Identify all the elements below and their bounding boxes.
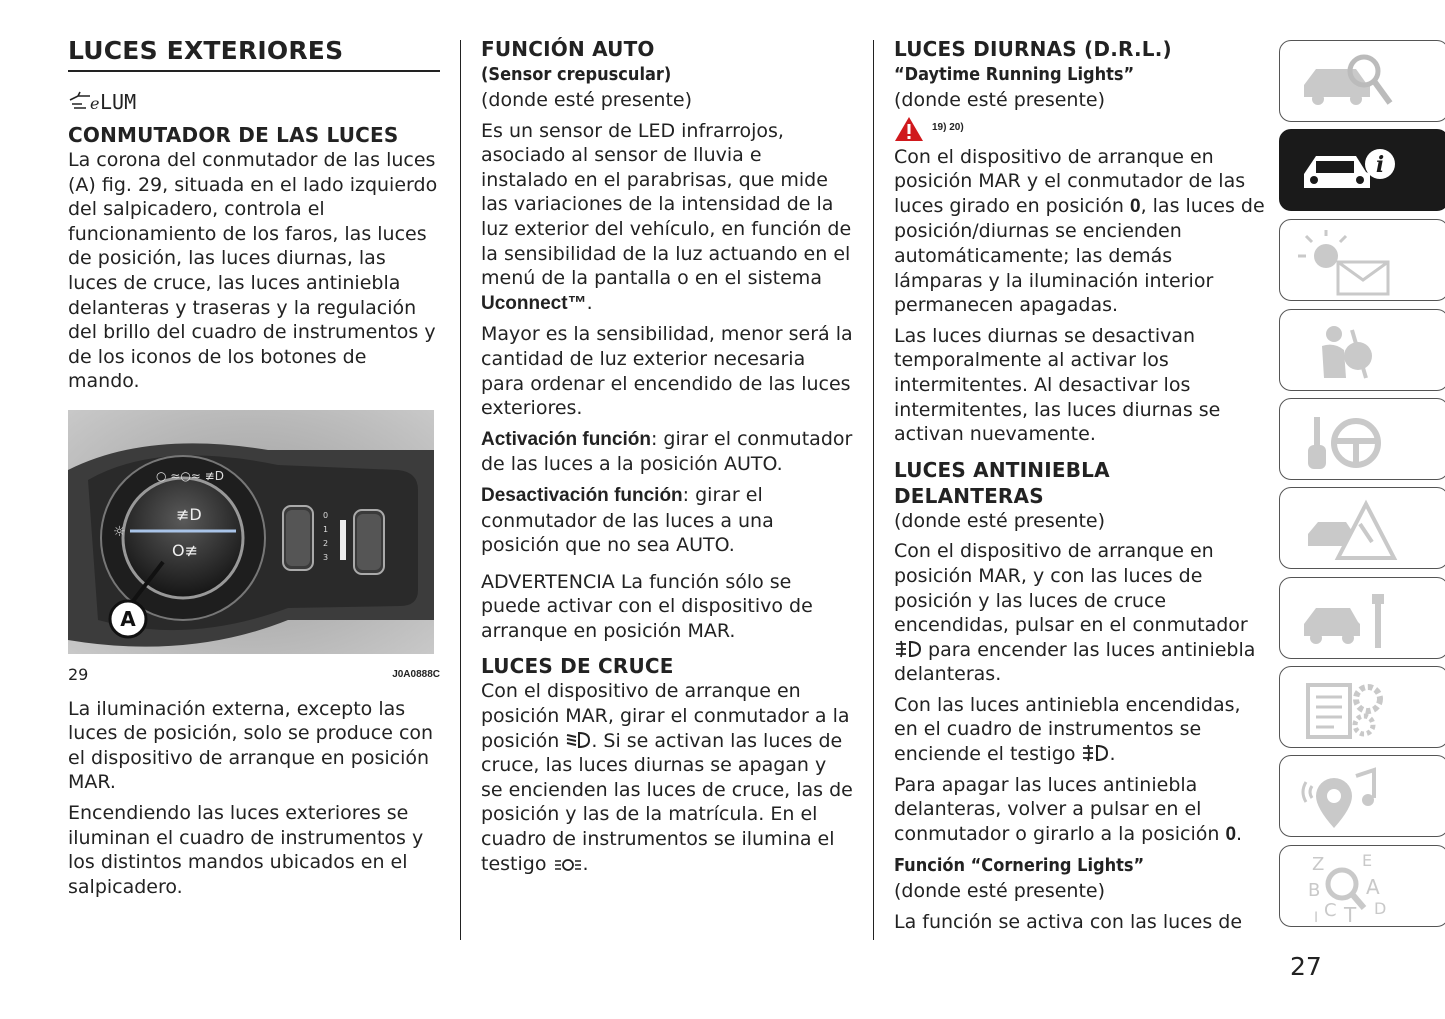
section-title: FUNCIÓN AUTO xyxy=(481,37,655,61)
key-steering-icon xyxy=(1294,405,1404,475)
svg-text:≢D: ≢D xyxy=(176,504,202,524)
paragraph: Con el dispositivo de arranque en posición MAR y el conmutador de las luces girado en posición 0, las luces de posición/diurnas se encienden automáticamente; las demás lámparas y la iluminación interior permanecen apagadas. xyxy=(894,145,1265,317)
index-icon xyxy=(1294,852,1404,922)
section-title: LUCES DE CRUCE xyxy=(481,654,674,679)
low-beam-icon xyxy=(565,730,591,750)
warning-lights-icon xyxy=(1294,226,1404,296)
tab-key-steering[interactable] xyxy=(1279,398,1445,480)
tab-emergency[interactable] xyxy=(1279,487,1445,569)
paragraph: Con las luces antiniebla encendidas, en el cuadro de instrumentos se enciende el testigo . xyxy=(894,693,1241,766)
section-title: LUCES DIURNAS (D.R.L.) xyxy=(894,37,1172,61)
figure-number: 29 xyxy=(68,664,89,684)
svg-text:O≢: O≢ xyxy=(172,540,198,560)
svg-text:D: D xyxy=(1374,899,1387,918)
svg-text:A: A xyxy=(1366,875,1380,899)
page-number: 27 xyxy=(1290,952,1322,981)
svg-text:T: T xyxy=(1344,903,1357,922)
light-switch-photo xyxy=(68,410,434,654)
warning-triangle-icon xyxy=(894,116,924,142)
column-1 xyxy=(68,36,440,899)
maintenance-icon xyxy=(1294,584,1404,654)
figure-code: J0A0888C xyxy=(392,668,440,680)
multimedia-icon xyxy=(1294,762,1404,832)
presence-note: (donde esté presente) xyxy=(894,509,1106,532)
tab-multimedia[interactable] xyxy=(1279,755,1445,837)
car-info-icon xyxy=(1294,136,1404,206)
svg-text:I: I xyxy=(1314,910,1319,922)
svg-text:LUM: LUM xyxy=(100,90,137,114)
paragraph: Encendiendo las luces exteriores se iluminan el cuadro de instrumentos y los distintos mandos ubicados en el salpicadero. xyxy=(68,801,424,898)
svg-text:e: e xyxy=(90,94,100,113)
tab-technical-data[interactable] xyxy=(1279,666,1445,748)
dial-mark: 0 xyxy=(323,510,329,520)
elum-icon xyxy=(68,82,440,120)
position-lights-icon xyxy=(553,857,583,873)
tab-index[interactable] xyxy=(1279,845,1445,927)
presence-note: (donde esté presente) xyxy=(481,89,693,111)
paragraph: Activación función: girar el conmutador de las luces a la posición AUTO. xyxy=(481,427,853,476)
front-fog-icon xyxy=(1081,743,1109,763)
section-subtitle: “Daytime Running Lights” xyxy=(894,64,1135,85)
tab-safety[interactable] xyxy=(1279,309,1445,391)
front-fog-icon xyxy=(894,639,922,659)
technical-data-icon xyxy=(1294,673,1404,743)
svg-text:Z: Z xyxy=(1312,854,1325,875)
presence-note: (donde esté presente) xyxy=(894,89,1106,111)
section-title: LUCES ANTINIEBLA DELANTERAS xyxy=(894,457,1110,508)
column-divider xyxy=(460,40,461,940)
svg-text:B: B xyxy=(1308,880,1321,901)
warning-refs: 19) 20) xyxy=(932,122,964,134)
tab-car-search[interactable] xyxy=(1279,40,1445,122)
svg-text:C: C xyxy=(1324,900,1337,921)
paragraph: La función se activa con las luces de xyxy=(894,911,1243,934)
tab-car-info[interactable] xyxy=(1279,129,1445,211)
tab-maintenance[interactable] xyxy=(1279,577,1445,659)
presence-note: (donde esté presente) xyxy=(894,880,1106,903)
svg-text:☼: ☼ xyxy=(113,523,126,540)
column-2 xyxy=(481,36,853,876)
paragraph: Con el dispositivo de arranque en posición MAR, y con las luces de posición y las luces de cruce encendidas, pulsar en el conmutador para encender las luces antiniebla delanteras. xyxy=(894,540,1256,686)
dial-mark: 1 xyxy=(323,524,329,534)
paragraph: Es un sensor de LED infrarrojos, asociado al sensor de lluvia e instalado en el parabrisas, que mide las variaciones de la intensidad de la luz exterior del vehículo, en función de la sensibilidad de la luz actuando en el menú de la pantalla o en el sistema Uconnect™. xyxy=(481,119,852,314)
svg-text:E: E xyxy=(1362,852,1373,870)
page-title: LUCES EXTERIORES xyxy=(68,36,440,72)
emergency-icon xyxy=(1294,494,1404,564)
paragraph: Las luces diurnas se desactivan temporalmente al activar los intermitentes. Al desactivar los intermitentes, las luces diurnas se activan nuevamente. xyxy=(894,324,1221,446)
tab-warning-lights[interactable] xyxy=(1279,219,1445,301)
section-subtitle: Función “Cornering Lights” xyxy=(894,855,1145,877)
paragraph: Para apagar las luces antiniebla delanteras, volver a pulsar en el conmutador o girarlo a la posición 0. xyxy=(894,773,1243,845)
dial-mark: 3 xyxy=(323,552,329,562)
section-title: CONMUTADOR DE LAS LUCES xyxy=(68,123,399,147)
paragraph: Mayor es la sensibilidad, menor será la cantidad de luz exterior necesaria para ordenar el encendido de las luces exteriores. xyxy=(481,323,853,420)
svg-text:○ ≈○≈ ≢D: ○ ≈○≈ ≢D xyxy=(156,468,224,483)
warning-references xyxy=(894,113,1266,145)
paragraph: Desactivación función: girar el conmutador de las luces a una posición que no sea AUTO. xyxy=(481,483,774,557)
paragraph: Con el dispositivo de arranque en posición MAR, girar el conmutador a la posición . Si se activan las luces de cruce, las luces diurnas se apagan y se encienden las luces de cruce, las de posición y las de la matrícula. En el cuadro de instrumentos se ilumina el testigo . xyxy=(481,680,853,875)
dial-mark: 2 xyxy=(323,538,329,548)
section-subtitle: (Sensor crepuscular) xyxy=(481,64,672,85)
paragraph: La iluminación externa, excepto las luces de posición, solo se produce con el dispositivo de arranque en posición MAR. xyxy=(68,697,434,794)
paragraph: La corona del conmutador de las luces (A) fig. 29, situada en el lado izquierdo del salpicadero, controla el funcionamiento de los faros, las luces de posición, las luces diurnas, las luces de cruce, las luces antiniebla delanteras y traseras y la regulación del brillo del cuadro de instrumentos y de los iconos de los botones de mando. xyxy=(68,149,438,393)
column-divider xyxy=(873,40,874,940)
column-3 xyxy=(894,36,1266,935)
callout-label: A xyxy=(120,606,136,631)
car-search-icon xyxy=(1294,47,1404,117)
figure-caption xyxy=(68,665,440,685)
safety-airbag-icon xyxy=(1294,316,1404,386)
warning-paragraph: ADVERTENCIA La función sólo se puede activar con el dispositivo de arranque en posición MAR. xyxy=(481,570,813,642)
svg-text:i: i xyxy=(1375,152,1385,178)
